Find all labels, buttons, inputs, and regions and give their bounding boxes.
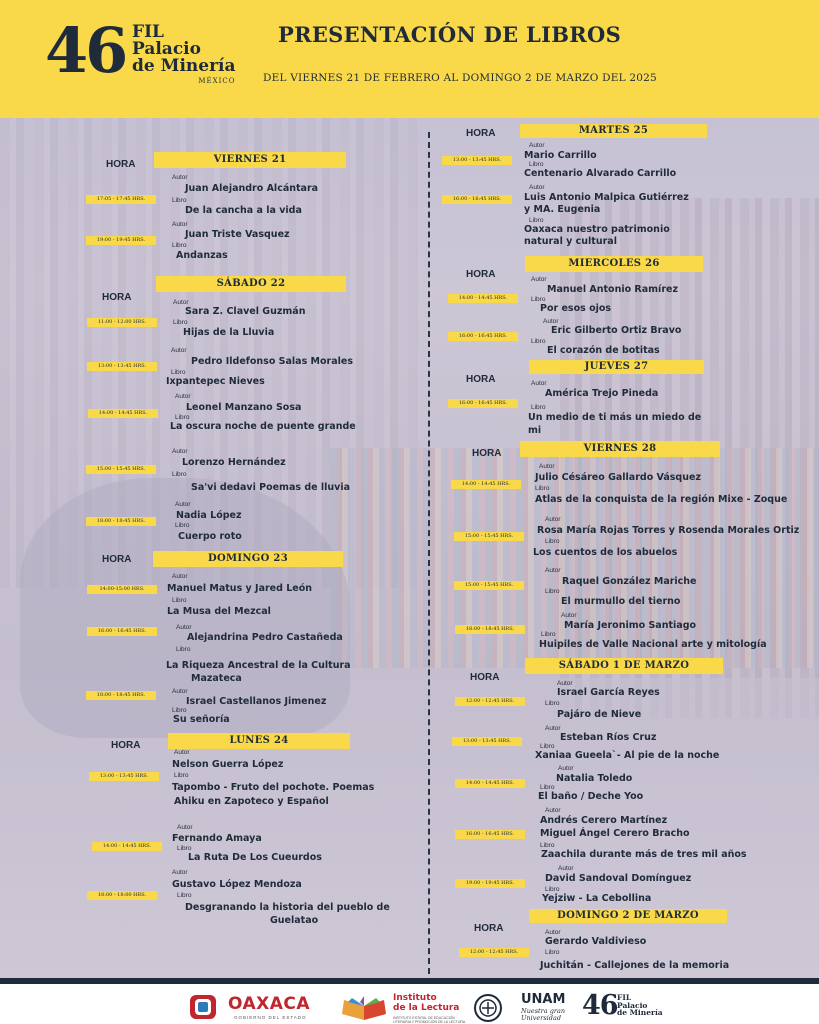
day-header-miercoles-26: MIERCOLES 26 (525, 256, 703, 272)
fil-logo-line2: Palacio (132, 39, 201, 59)
event-libro-cont: mi (528, 425, 542, 436)
event-autor: Fernando Amaya (172, 833, 262, 844)
fil-logo-country: MÉXICO (198, 77, 236, 85)
event-time: 17:05 - 17:45 HRS. (86, 195, 156, 204)
libro-label: Libro (545, 538, 560, 545)
autor-label: Autor (172, 688, 188, 695)
event-autor: Lorenzo Hernández (182, 457, 286, 468)
event-libro: Oaxaca nuestro patrimonio (524, 224, 670, 235)
libro-label: Libro (541, 631, 556, 638)
event-libro: Tapombo - Fruto del pochote. Poemas (172, 782, 375, 793)
hora-label: HORA (102, 292, 132, 303)
libro-label: Libro (177, 845, 192, 852)
event-libro: La oscura noche de puente grande (170, 421, 356, 432)
event-libro: La Riqueza Ancestral de la Cultura (166, 660, 351, 671)
event-autor: Manuel Antonio Ramírez (547, 284, 678, 295)
event-libro: Su señoría (173, 714, 230, 725)
event-libro-cont: natural y cultural (524, 236, 617, 247)
event-autor: América Trejo Pineda (545, 388, 659, 399)
event-autor: Luis Antonio Malpica Gutiérrez (524, 192, 689, 203)
event-time: 14:00-15:00 HRS. (87, 585, 157, 594)
event-autor: Eric Gilberto Ortiz Bravo (551, 325, 682, 336)
event-time: 15:00 - 15:45 HRS. (454, 581, 524, 590)
autor-label: Autor (529, 142, 545, 149)
unam-seal-icon (472, 993, 504, 1023)
autor-label: Autor (558, 865, 574, 872)
event-autor: Alejandrina Pedro Castañeda (187, 632, 343, 643)
unam-sub-line1: Nuestra gran (521, 1007, 566, 1015)
event-time: 19:00 - 19:45 HRS. (86, 236, 156, 245)
event-time: 13:00 - 13:45 HRS. (442, 156, 512, 165)
oaxaca-logo-subtext: GOBIERNO DEL ESTADO (234, 1015, 307, 1020)
fil-logo-line1: FIL (132, 22, 164, 42)
libro-label: Libro (176, 646, 191, 653)
autor-label: Autor (531, 276, 547, 283)
event-time: 19:00 - 19:45 HRS. (455, 879, 525, 888)
libro-label: Libro (172, 707, 187, 714)
libro-label: Libro (529, 161, 544, 168)
autor-label: Autor (175, 501, 191, 508)
autor-label: Autor (171, 347, 187, 354)
event-time: 18:00 - 18:00 HRS. (87, 891, 157, 900)
event-time: 15:00 - 15:45 HRS. (86, 465, 156, 474)
event-time: 16:00 - 16:45 HRS. (448, 399, 518, 408)
event-libro: La Musa del Mezcal (167, 606, 271, 617)
event-autor: Esteban Ríos Cruz (560, 732, 657, 743)
event-time: 16:00 - 16:45 HRS. (455, 830, 525, 839)
event-time: 16:00 - 16:45 HRS. (442, 195, 512, 204)
event-libro: Pajáro de Nieve (557, 709, 642, 720)
fil-logo-line3: de Minería (132, 56, 236, 76)
event-libro: Xaniaa Gueela`- Al pie de la noche (535, 750, 720, 761)
event-time: 18:00 - 18:45 HRS. (86, 517, 156, 526)
event-time: 14:00 - 14:45 HRS. (451, 480, 521, 489)
libro-label: Libro (545, 886, 560, 893)
hora-label: HORA (106, 159, 136, 170)
libro-label: Libro (175, 414, 190, 421)
event-libro: Juchitán - Callejones de la memoria (540, 960, 730, 971)
autor-label: Autor (176, 624, 192, 631)
libro-label: Libro (172, 597, 187, 604)
hora-label: HORA (111, 740, 141, 751)
event-time: 13:00 - 13:45 HRS. (452, 737, 522, 746)
event-libro: El murmullo del tierno (561, 596, 681, 607)
libro-label: Libro (540, 842, 555, 849)
column-divider (428, 132, 430, 974)
fil-logo-text (132, 24, 236, 86)
event-autor: Natalia Toledo (556, 773, 633, 784)
event-time: 15:00 - 15:45 HRS. (454, 532, 524, 541)
day-header-sabado-1-marzo: SÁBADO 1 DE MARZO (525, 658, 723, 674)
sponsor-footer (0, 978, 819, 1024)
event-libro: Sa'vi dedavi Poemas de lluvia (191, 482, 351, 493)
event-autor: Israel Castellanos Jimenez (186, 696, 327, 707)
event-autor: Julio Césáreo Gallardo Vásquez (535, 472, 701, 483)
event-libro: Por esos ojos (540, 303, 612, 314)
hora-label: HORA (466, 128, 496, 139)
autor-label: Autor (172, 174, 188, 181)
event-libro: Huipiles de Valle Nacional arte y mitología (539, 639, 767, 650)
instituto-subtext: INSTITUTO ESTATAL DE EDUCACIÓN LITERARIA Y PROMOCIÓN DE LA LECTURA (393, 1016, 466, 1024)
autor-label: Autor (531, 380, 547, 387)
event-libro-cont: Mazateca (191, 673, 242, 684)
libro-label: Libro (545, 588, 560, 595)
day-header-lunes-24: LUNES 24 (168, 733, 350, 749)
hora-label: HORA (102, 554, 132, 565)
day-header-viernes-28: VIERNES 28 (520, 441, 720, 457)
event-libro: Yejziw - La Cebollina (542, 893, 652, 904)
fil-footer-line2: Palacio (617, 1000, 648, 1010)
day-header-jueves-27: JUEVES 27 (529, 360, 704, 374)
autor-label: Autor (172, 448, 188, 455)
autor-label: Autor (558, 765, 574, 772)
event-libro: Cuerpo roto (178, 531, 242, 542)
libro-label: Libro (172, 242, 187, 249)
autor-label: Autor (174, 749, 190, 756)
libro-label: Libro (545, 949, 560, 956)
autor-label: Autor (177, 824, 193, 831)
event-autor: Rosa María Rojas Torres y Rosenda Morales Ortiz (537, 525, 800, 536)
event-autor: Sara Z. Clavel Guzmán (185, 306, 306, 317)
event-time: 12:00 - 12:45 HRS. (455, 697, 525, 706)
event-time: 11:00 - 12:00 HRS. (87, 318, 157, 327)
event-autor: Mario Carrillo (524, 150, 597, 161)
unam-logo-subtext (521, 1008, 581, 1022)
event-autor: Israel García Reyes (557, 687, 660, 698)
event-time: 14:00 - 14:45 HRS. (88, 409, 158, 418)
event-autor: Manuel Matus y Jared León (167, 583, 312, 594)
event-time: 18:00 - 18:45 HRS. (455, 625, 525, 634)
autor-label: Autor (175, 393, 191, 400)
autor-label: Autor (172, 221, 188, 228)
autor-label: Autor (561, 612, 577, 619)
autor-label: Autor (173, 299, 189, 306)
open-book-icon (340, 996, 388, 1022)
fil-footer-logo-text (617, 994, 663, 1017)
autor-label: Autor (545, 516, 561, 523)
hora-label: HORA (466, 374, 496, 385)
event-time: 18:00 - 18:45 HRS. (86, 691, 156, 700)
libro-label: Libro (540, 743, 555, 750)
libro-label: Libro (172, 471, 187, 478)
event-autor: Nadia López (176, 510, 242, 521)
event-libro: Un medio de ti más un miedo de (528, 412, 702, 423)
libro-label: Libro (540, 784, 555, 791)
instituto-line1: Instituto (393, 993, 437, 1003)
event-autor: Gerardo Valdivieso (545, 936, 647, 947)
event-time: 14:00 - 14:45 HRS. (92, 842, 162, 851)
hora-label: HORA (472, 448, 502, 459)
autor-label: Autor (529, 184, 545, 191)
event-time: 13:00 - 13:45 HRS. (89, 772, 159, 781)
instituto-logo-text (393, 993, 459, 1013)
event-time: 14:00 - 14:45 HRS. (455, 779, 525, 788)
day-header-martes-25: MARTES 25 (520, 124, 707, 138)
unam-logo-text: UNAM (521, 992, 566, 1007)
libro-label: Libro (531, 296, 546, 303)
event-libro: Andanzas (176, 250, 228, 261)
event-libro: Hijas de la Lluvia (183, 327, 275, 338)
instituto-line2: de la Lectura (393, 1003, 460, 1013)
event-libro: Zaachila durante más de tres mil años (541, 849, 747, 860)
autor-label: Autor (545, 567, 561, 574)
oaxaca-logo-text: OAXACA (228, 994, 311, 1014)
unam-sub-line2: Universidad (521, 1014, 561, 1022)
fil-footer-line3: de Minería (617, 1008, 663, 1017)
autor-label: Autor (545, 929, 561, 936)
hora-label: HORA (474, 923, 504, 934)
autor-label: Autor (539, 463, 555, 470)
hora-label: HORA (470, 672, 500, 683)
libro-label: Libro (535, 485, 550, 492)
event-libro: Ixpantepec Nieves (166, 376, 265, 387)
oaxaca-shield-icon (188, 993, 218, 1021)
event-time: 16:00 - 16:45 HRS. (448, 332, 518, 341)
autor-label: Autor (172, 869, 188, 876)
event-libro: Los cuentos de los abuelos (533, 547, 678, 558)
day-header-domingo-2-marzo: DOMINGO 2 DE MARZO (529, 909, 727, 923)
page-title: PRESENTACIÓN DE LIBROS (278, 22, 622, 47)
event-libro: La Ruta De Los Cueurdos (188, 852, 322, 863)
libro-label: Libro (531, 338, 546, 345)
event-autor: Raquel González Mariche (562, 576, 697, 587)
libro-label: Libro (529, 217, 544, 224)
event-autor-cont: Miguel Ángel Cerero Bracho (540, 828, 690, 839)
libro-label: Libro (171, 369, 186, 376)
event-autor: Leonel Manzano Sosa (186, 402, 302, 413)
libro-label: Libro (175, 522, 190, 529)
fil-footer-line1: FIL (617, 993, 632, 1002)
event-time: 12:00 - 12:45 HRS. (459, 948, 529, 957)
autor-label: Autor (172, 573, 188, 580)
autor-label: Autor (545, 807, 561, 814)
event-time: 14:00 - 14:45 HRS. (448, 294, 518, 303)
autor-label: Autor (557, 680, 573, 687)
libro-label: Libro (174, 772, 189, 779)
event-libro: Centenario Alvarado Carrillo (524, 168, 677, 179)
autor-label: Autor (545, 725, 561, 732)
event-autor: Pedro Ildefonso Salas Morales (191, 356, 353, 367)
event-autor: Juan Triste Vasquez (185, 229, 290, 240)
fil-footer-logo-number: 46 (582, 990, 618, 1021)
libro-label: Libro (531, 404, 546, 411)
libro-label: Libro (173, 319, 188, 326)
event-libro: Desgranando la historia del pueblo de (185, 902, 390, 913)
libro-label: Libro (545, 700, 560, 707)
fil-logo-number: 46 (45, 14, 126, 87)
event-autor: Nelson Guerra López (172, 759, 284, 770)
event-autor: María Jeronimo Santiago (564, 620, 697, 631)
event-libro: El corazón de botitas (547, 345, 660, 356)
libro-label: Libro (177, 892, 192, 899)
event-autor: Juan Alejandro Alcántara (185, 183, 319, 194)
event-libro: El baño / Deche Yoo (538, 791, 644, 802)
event-libro-cont: Ahiku en Zapoteco y Español (174, 796, 329, 807)
hora-label: HORA (466, 269, 496, 280)
header-banner (0, 0, 819, 118)
event-time: 13:00 - 13:45 HRS. (87, 362, 157, 371)
event-autor: Andrés Cerero Martínez (540, 815, 668, 826)
libro-label: Libro (172, 197, 187, 204)
day-header-viernes-21: VIERNES 21 (154, 152, 346, 168)
day-header-sabado-22: SÁBADO 22 (156, 276, 346, 292)
event-autor: Gustavo López Mendoza (172, 879, 302, 890)
event-libro-cont: Guelatao (270, 915, 319, 926)
event-autor: David Sandoval Domínguez (545, 873, 692, 884)
autor-label: Autor (543, 318, 559, 325)
event-time: 16:00 - 16:45 HRS. (87, 627, 157, 636)
event-autor-cont: y MA. Eugenia (524, 204, 601, 215)
event-libro: Atlas de la conquista de la región Mixe - Zoque (535, 494, 788, 505)
day-header-domingo-23: DOMINGO 23 (153, 551, 343, 567)
event-libro: De la cancha a la vida (185, 205, 302, 216)
page-subtitle: DEL VIERNES 21 DE FEBRERO AL DOMINGO 2 DE MARZO DEL 2025 (263, 72, 657, 84)
